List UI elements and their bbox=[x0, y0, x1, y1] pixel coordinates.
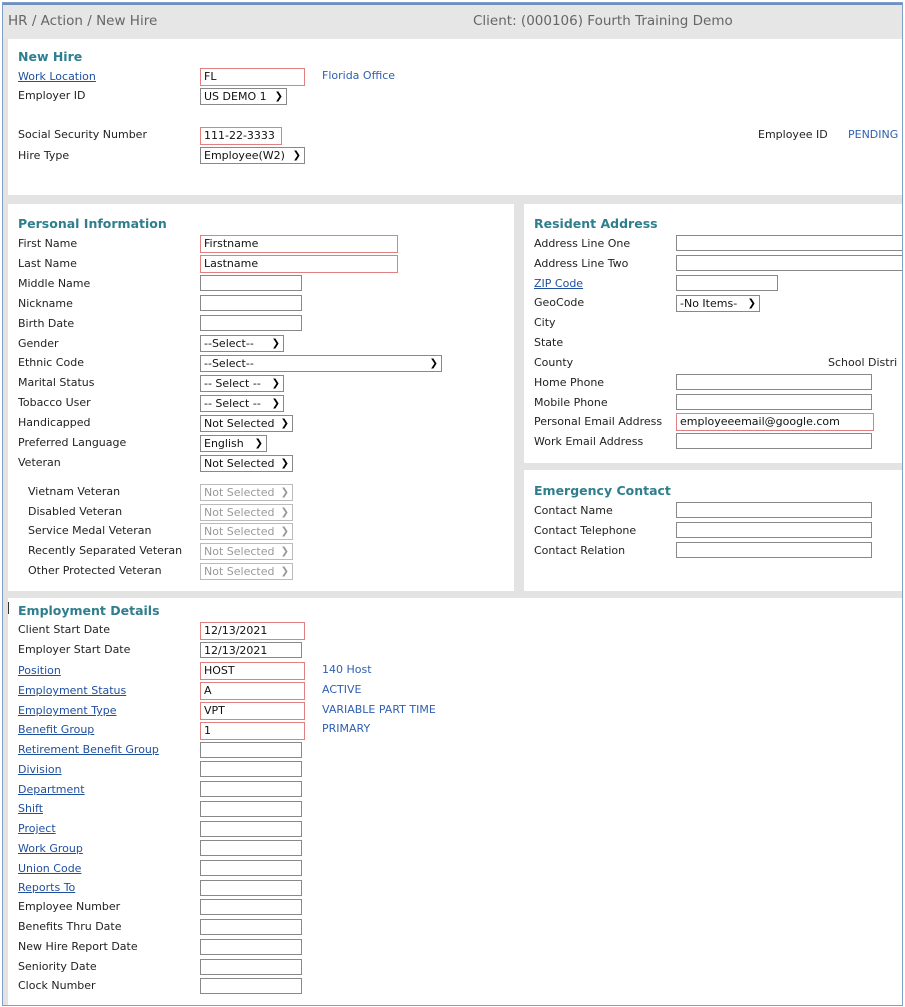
birth-date-input[interactable] bbox=[200, 315, 302, 331]
veteran-value: Not Selected bbox=[204, 457, 275, 470]
geocode-select[interactable] bbox=[676, 295, 760, 312]
work-email-label: Work Email Address bbox=[534, 435, 644, 448]
middle-name-input[interactable] bbox=[200, 275, 302, 291]
project-input[interactable] bbox=[200, 821, 302, 837]
benefits-thru-date-input[interactable] bbox=[200, 919, 302, 935]
school-district-label: School Distri bbox=[828, 356, 898, 369]
address-line-two-input[interactable] bbox=[676, 255, 903, 271]
resident-address-title: Resident Address bbox=[534, 216, 658, 231]
top-bar bbox=[3, 3, 902, 39]
personal-email-label: Personal Email Address bbox=[534, 415, 663, 428]
contact-relation-label: Contact Relation bbox=[534, 544, 626, 557]
work-group-link[interactable]: Work Group bbox=[18, 842, 83, 855]
other-protected-veteran-value: Not Selected bbox=[204, 565, 275, 578]
last-name-label: Last Name bbox=[18, 257, 77, 270]
personal-info-title: Personal Information bbox=[18, 216, 167, 231]
mobile-phone-input[interactable] bbox=[676, 394, 872, 410]
marital-status-select[interactable] bbox=[200, 375, 284, 392]
veteran-label: Veteran bbox=[18, 456, 61, 469]
employment-details-panel bbox=[8, 598, 902, 1005]
employer-start-date-input[interactable]: 12/13/2021 bbox=[200, 642, 302, 658]
chevron-down-icon: ❯ bbox=[280, 487, 289, 498]
emergency-contact-panel bbox=[524, 470, 902, 591]
emergency-contact-title: Emergency Contact bbox=[534, 483, 671, 498]
address-line-one-label: Address Line One bbox=[534, 237, 631, 250]
clock-number-input[interactable] bbox=[200, 978, 302, 994]
chevron-down-icon: ❯ bbox=[274, 91, 283, 102]
retirement-benefit-group-input[interactable] bbox=[200, 742, 302, 758]
mobile-phone-label: Mobile Phone bbox=[534, 396, 608, 409]
middle-name-label: Middle Name bbox=[18, 277, 91, 290]
position-desc: 140 Host bbox=[322, 663, 372, 676]
employment-status-input[interactable]: A bbox=[200, 682, 305, 700]
work-email-input[interactable] bbox=[676, 433, 872, 449]
disabled-veteran-label: Disabled Veteran bbox=[28, 505, 123, 518]
first-name-label: First Name bbox=[18, 237, 78, 250]
handicapped-value: Not Selected bbox=[204, 417, 275, 430]
breadcrumb: HR / Action / New Hire bbox=[8, 13, 158, 29]
personal-email-input[interactable]: employeeemail@google.com bbox=[676, 413, 874, 431]
chevron-down-icon: ❯ bbox=[271, 398, 280, 409]
position-input[interactable]: HOST bbox=[200, 662, 305, 680]
client-start-date-label: Client Start Date bbox=[18, 623, 111, 636]
disabled-veteran-value: Not Selected bbox=[204, 506, 275, 519]
division-input[interactable] bbox=[200, 761, 302, 777]
union-code-link[interactable]: Union Code bbox=[18, 862, 82, 875]
seniority-date-label: Seniority Date bbox=[18, 960, 97, 973]
ssn-label: Social Security Number bbox=[18, 128, 147, 141]
last-name-input[interactable]: Lastname bbox=[200, 255, 398, 273]
chevron-down-icon: ❯ bbox=[271, 338, 280, 349]
other-protected-veteran-select bbox=[200, 563, 293, 580]
employee-number-input[interactable] bbox=[200, 899, 302, 915]
new-hire-report-date-label: New Hire Report Date bbox=[18, 940, 138, 953]
clock-number-label: Clock Number bbox=[18, 979, 96, 992]
contact-relation-input[interactable] bbox=[676, 542, 872, 558]
handicapped-label: Handicapped bbox=[18, 416, 91, 429]
nickname-input[interactable] bbox=[200, 295, 302, 311]
resident-address-panel bbox=[524, 204, 902, 463]
zip-code-input[interactable] bbox=[676, 275, 778, 291]
birth-date-label: Birth Date bbox=[18, 317, 75, 330]
county-label: County bbox=[534, 356, 574, 369]
service-medal-veteran-value: Not Selected bbox=[204, 525, 275, 538]
chevron-down-icon: ❯ bbox=[280, 566, 289, 577]
chevron-down-icon: ❯ bbox=[280, 546, 289, 557]
chevron-down-icon: ❯ bbox=[280, 418, 289, 429]
tobacco-user-label: Tobacco User bbox=[18, 396, 91, 409]
handicapped-select[interactable] bbox=[200, 415, 293, 432]
tobacco-user-value: -- Select -- bbox=[204, 397, 261, 410]
gender-select[interactable] bbox=[200, 335, 284, 352]
employer-start-date-label: Employer Start Date bbox=[18, 643, 131, 656]
service-medal-veteran-label: Service Medal Veteran bbox=[28, 524, 152, 537]
chevron-down-icon: ❯ bbox=[280, 526, 289, 537]
employment-type-input[interactable]: VPT bbox=[200, 702, 305, 720]
position-link[interactable]: Position bbox=[18, 664, 61, 677]
client-title: Client: (000106) Fourth Training Demo bbox=[473, 13, 733, 29]
project-link[interactable]: Project bbox=[18, 822, 56, 835]
ethnic-code-label: Ethnic Code bbox=[18, 356, 84, 369]
benefit-group-link[interactable]: Benefit Group bbox=[18, 723, 95, 736]
chevron-down-icon: ❯ bbox=[280, 458, 289, 469]
new-hire-panel bbox=[8, 39, 902, 195]
other-protected-veteran-label: Other Protected Veteran bbox=[28, 564, 162, 577]
work-location-desc: Florida Office bbox=[322, 69, 396, 82]
state-label: State bbox=[534, 336, 564, 349]
contact-name-input[interactable] bbox=[676, 502, 872, 518]
marital-status-value: -- Select -- bbox=[204, 377, 261, 390]
seniority-date-input[interactable] bbox=[200, 959, 302, 975]
recently-separated-veteran-value: Not Selected bbox=[204, 545, 275, 558]
recently-separated-veteran-select bbox=[200, 543, 293, 560]
chevron-down-icon: ❯ bbox=[747, 298, 756, 309]
ssn-input[interactable]: 111-22-3333 bbox=[200, 127, 282, 145]
chevron-down-icon: ❯ bbox=[429, 358, 438, 369]
employee-id-label: Employee ID bbox=[758, 128, 828, 141]
department-input[interactable] bbox=[200, 781, 302, 797]
recently-separated-veteran-label: Recently Separated Veteran bbox=[28, 544, 183, 557]
division-link[interactable]: Division bbox=[18, 763, 62, 776]
retirement-benefit-group-link[interactable]: Retirement Benefit Group bbox=[18, 743, 159, 756]
chevron-down-icon: ❯ bbox=[271, 378, 280, 389]
hire-type-select[interactable] bbox=[200, 147, 305, 164]
benefits-thru-date-label: Benefits Thru Date bbox=[18, 920, 122, 933]
geocode-label: GeoCode bbox=[534, 296, 585, 309]
contact-telephone-input[interactable] bbox=[676, 522, 872, 538]
union-code-input[interactable] bbox=[200, 860, 302, 876]
service-medal-veteran-select bbox=[200, 523, 293, 540]
veteran-select[interactable] bbox=[200, 455, 293, 472]
shift-input[interactable] bbox=[200, 801, 302, 817]
vietnam-veteran-value: Not Selected bbox=[204, 486, 275, 499]
employment-details-title: Employment Details bbox=[18, 603, 160, 618]
reports-to-link[interactable]: Reports To bbox=[18, 881, 76, 894]
text-cursor bbox=[8, 602, 9, 614]
first-name-input[interactable]: Firstname bbox=[200, 235, 398, 253]
contact-name-label: Contact Name bbox=[534, 504, 613, 517]
vietnam-veteran-label: Vietnam Veteran bbox=[28, 485, 121, 498]
ethnic-code-value: --Select-- bbox=[204, 357, 254, 370]
employee-id-value: PENDING bbox=[848, 128, 899, 141]
app-frame bbox=[2, 2, 903, 1006]
tobacco-user-select[interactable] bbox=[200, 395, 284, 412]
work-location-link[interactable]: Work Location bbox=[18, 70, 96, 83]
city-label: City bbox=[534, 316, 556, 329]
new-hire-title: New Hire bbox=[18, 49, 83, 64]
nickname-label: Nickname bbox=[18, 297, 73, 310]
address-line-one-input[interactable] bbox=[676, 235, 903, 251]
work-group-input[interactable] bbox=[200, 840, 302, 856]
gender-value: --Select-- bbox=[204, 337, 254, 350]
preferred-language-label: Preferred Language bbox=[18, 436, 127, 449]
employer-id-select[interactable] bbox=[200, 88, 287, 105]
hire-type-label: Hire Type bbox=[18, 149, 70, 162]
employee-number-label: Employee Number bbox=[18, 900, 121, 913]
ethnic-code-select[interactable] bbox=[200, 355, 442, 372]
chevron-down-icon: ❯ bbox=[280, 507, 289, 518]
contact-telephone-label: Contact Telephone bbox=[534, 524, 637, 537]
new-hire-report-date-input[interactable] bbox=[200, 939, 302, 955]
marital-status-label: Marital Status bbox=[18, 376, 95, 389]
hire-type-value: Employee(W2) bbox=[204, 149, 285, 162]
benefit-group-input[interactable]: 1 bbox=[200, 722, 305, 740]
chevron-down-icon: ❯ bbox=[292, 150, 301, 161]
employer-id-value: US DEMO 1 bbox=[204, 90, 267, 103]
geocode-value: -No Items- bbox=[680, 297, 738, 310]
employment-status-link[interactable]: Employment Status bbox=[18, 684, 127, 697]
home-phone-input[interactable] bbox=[676, 374, 872, 390]
employment-type-desc: VARIABLE PART TIME bbox=[322, 703, 436, 716]
disabled-veteran-select bbox=[200, 504, 293, 521]
employment-type-link[interactable]: Employment Type bbox=[18, 704, 117, 717]
employer-id-label: Employer ID bbox=[18, 89, 86, 102]
preferred-language-select[interactable] bbox=[200, 435, 267, 452]
employment-status-desc: ACTIVE bbox=[322, 683, 362, 696]
zip-code-link[interactable]: ZIP Code bbox=[534, 277, 584, 290]
work-location-input[interactable]: FL bbox=[200, 68, 305, 86]
home-phone-label: Home Phone bbox=[534, 376, 605, 389]
client-start-date-input[interactable]: 12/13/2021 bbox=[200, 622, 305, 640]
chevron-down-icon: ❯ bbox=[254, 438, 263, 449]
benefit-group-desc: PRIMARY bbox=[322, 722, 371, 735]
preferred-language-value: English bbox=[204, 437, 244, 450]
gender-label: Gender bbox=[18, 337, 59, 350]
reports-to-input[interactable] bbox=[200, 880, 302, 896]
shift-link[interactable]: Shift bbox=[18, 802, 44, 815]
personal-info-panel bbox=[8, 204, 514, 591]
address-line-two-label: Address Line Two bbox=[534, 257, 629, 270]
vietnam-veteran-select bbox=[200, 484, 293, 501]
department-link[interactable]: Department bbox=[18, 783, 85, 796]
